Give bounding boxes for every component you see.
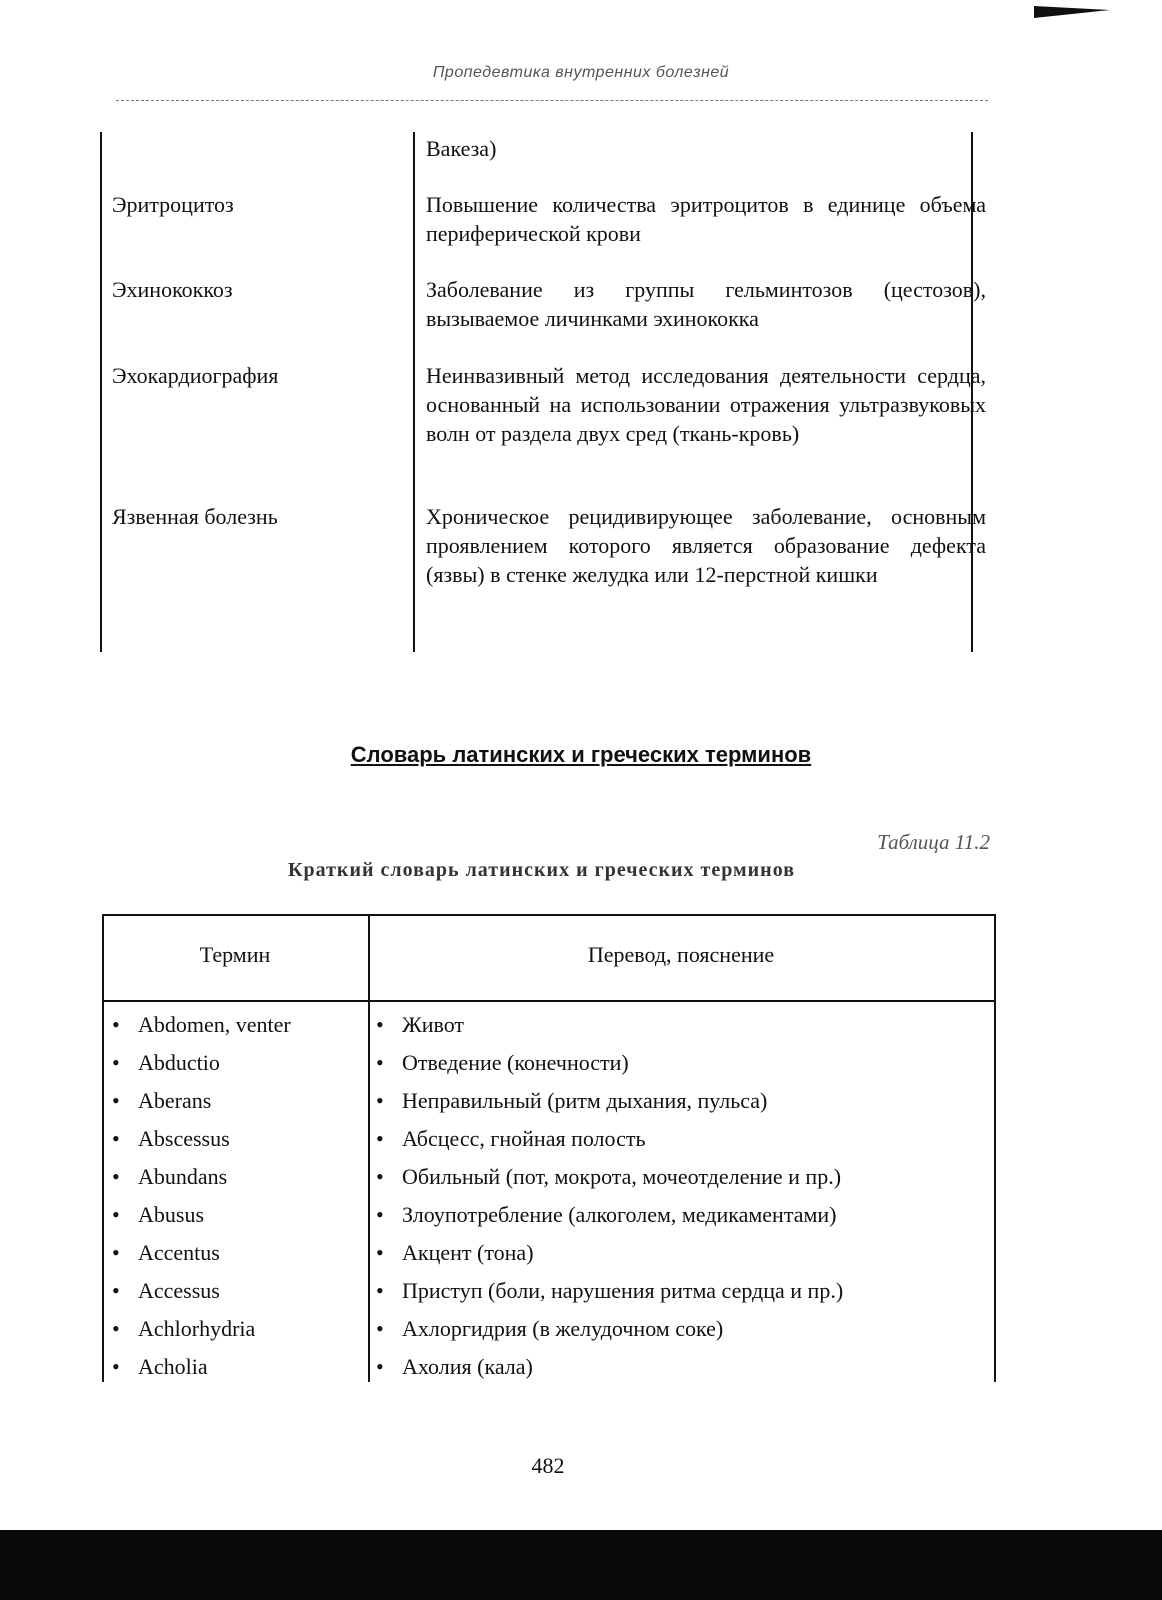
term-cell <box>112 1310 255 1348</box>
bullet-icon: • <box>112 1202 120 1227</box>
bullet-icon: • <box>376 1050 384 1075</box>
scan-corner-mark <box>1034 6 1110 18</box>
term-text: Accentus <box>138 1240 220 1265</box>
term-cell <box>112 1120 230 1158</box>
column-header-translation: Перевод, пояснение <box>587 942 775 967</box>
table-row <box>102 1348 996 1386</box>
translation-cell <box>376 1044 629 1082</box>
translation-text: Отведение (конечности) <box>402 1050 629 1075</box>
bullet-icon: • <box>112 1316 120 1341</box>
column-header-term: Термин <box>199 942 271 967</box>
translation-text: Ахолия (кала) <box>402 1354 533 1379</box>
term-cell <box>112 1348 208 1386</box>
translation-text: Неправильный (ритм дыхания, пульса) <box>402 1088 768 1113</box>
table-caption: Краткий словарь латинских и греческих терминов <box>287 859 796 881</box>
translation-text: Абсцесс, гнойная полость <box>402 1126 646 1151</box>
dictionary-top-border <box>102 914 996 916</box>
glossary-column-divider <box>413 132 415 652</box>
bullet-icon: • <box>112 1088 120 1113</box>
scan-bottom-bar <box>0 1530 1162 1600</box>
term-cell <box>112 1044 220 1082</box>
running-header: Пропедевтика внутренних болезней <box>432 64 730 81</box>
dictionary-table <box>102 914 996 1382</box>
section-title: Словарь латинских и греческих терминов <box>350 742 812 767</box>
term-text: Abundans <box>138 1164 228 1189</box>
bullet-icon: • <box>376 1164 384 1189</box>
glossary-definition: Хроническое рецидивирующее заболевание, основным проявлением которого является образование дефекта (язвы) в стенке желудка или 12-перстной кишки <box>426 504 986 587</box>
translation-text: Приступ (боли, нарушения ритма сердца и пр.) <box>402 1278 844 1303</box>
term-text: Abductio <box>138 1050 220 1075</box>
glossary-definition: Неинвазивный метод исследования деятельности сердца, основанный на использовании отражения ультразвуковых волн от раздела двух сред (ткань-кровь) <box>426 363 986 446</box>
bullet-icon: • <box>376 1126 384 1151</box>
table-row <box>102 1082 996 1120</box>
term-cell <box>112 1158 227 1196</box>
glossary-term: Эритроцитоз <box>112 192 234 217</box>
translation-cell <box>376 1272 843 1310</box>
translation-text: Ахлоргидрия (в желудочном соке) <box>402 1316 724 1341</box>
glossary-table <box>100 132 993 652</box>
table-row <box>102 1272 996 1310</box>
bullet-icon: • <box>112 1050 120 1075</box>
table-row <box>102 1120 996 1158</box>
glossary-term: Эхинококкоз <box>112 277 233 302</box>
bullet-icon: • <box>112 1012 120 1037</box>
term-text: Abscessus <box>138 1126 230 1151</box>
term-cell <box>112 1272 220 1310</box>
translation-cell <box>376 1120 646 1158</box>
term-cell <box>112 1082 211 1120</box>
bullet-icon: • <box>376 1012 384 1037</box>
bullet-icon: • <box>376 1316 384 1341</box>
bullet-icon: • <box>112 1240 120 1265</box>
term-cell <box>112 1006 291 1044</box>
glossary-definition: Вакеза) <box>426 136 497 161</box>
translation-cell <box>376 1348 533 1386</box>
table-number: Таблица 11.2 <box>877 830 990 854</box>
term-text: Abdomen, venter <box>138 1012 291 1037</box>
translation-cell <box>376 1234 534 1272</box>
page-number: 482 <box>531 1453 565 1478</box>
term-cell <box>112 1234 220 1272</box>
table-row <box>102 1234 996 1272</box>
glossary-definition: Заболевание из группы гельминтозов (цестозов), вызываемое личинками эхинококка <box>426 277 986 331</box>
translation-text: Живот <box>402 1012 465 1037</box>
header-rule <box>116 100 988 101</box>
dictionary-header-divider <box>102 1000 996 1002</box>
translation-text: Злоупотребление (алкоголем, медикаментами) <box>402 1202 837 1227</box>
bullet-icon: • <box>112 1164 120 1189</box>
table-row <box>102 1158 996 1196</box>
translation-cell <box>376 1158 841 1196</box>
translation-cell <box>376 1310 723 1348</box>
glossary-definition: Повышение количества эритроцитов в единице объема периферической крови <box>426 192 986 246</box>
glossary-left-border <box>100 132 102 652</box>
bullet-icon: • <box>112 1278 120 1303</box>
bullet-icon: • <box>376 1088 384 1113</box>
bullet-icon: • <box>112 1354 120 1379</box>
term-text: Abusus <box>138 1202 205 1227</box>
bullet-icon: • <box>376 1278 384 1303</box>
bullet-icon: • <box>376 1202 384 1227</box>
glossary-term: Эхокардиография <box>112 363 279 388</box>
term-text: Accessus <box>138 1278 220 1303</box>
term-text: Achlorhydria <box>138 1316 256 1341</box>
translation-cell <box>376 1196 837 1234</box>
translation-cell <box>376 1082 767 1120</box>
term-cell <box>112 1196 204 1234</box>
bullet-icon: • <box>376 1240 384 1265</box>
translation-cell <box>376 1006 464 1044</box>
table-row <box>102 1310 996 1348</box>
term-text: Aberans <box>138 1088 212 1113</box>
bullet-icon: • <box>112 1126 120 1151</box>
translation-text: Акцент (тона) <box>402 1240 534 1265</box>
table-row <box>102 1006 996 1044</box>
glossary-term: Язвенная болезнь <box>112 504 278 529</box>
table-row <box>102 1044 996 1082</box>
table-row <box>102 1196 996 1234</box>
bullet-icon: • <box>376 1354 384 1379</box>
term-text: Acholia <box>138 1354 208 1379</box>
translation-text: Обильный (пот, мокрота, мочеотделение и пр.) <box>402 1164 842 1189</box>
